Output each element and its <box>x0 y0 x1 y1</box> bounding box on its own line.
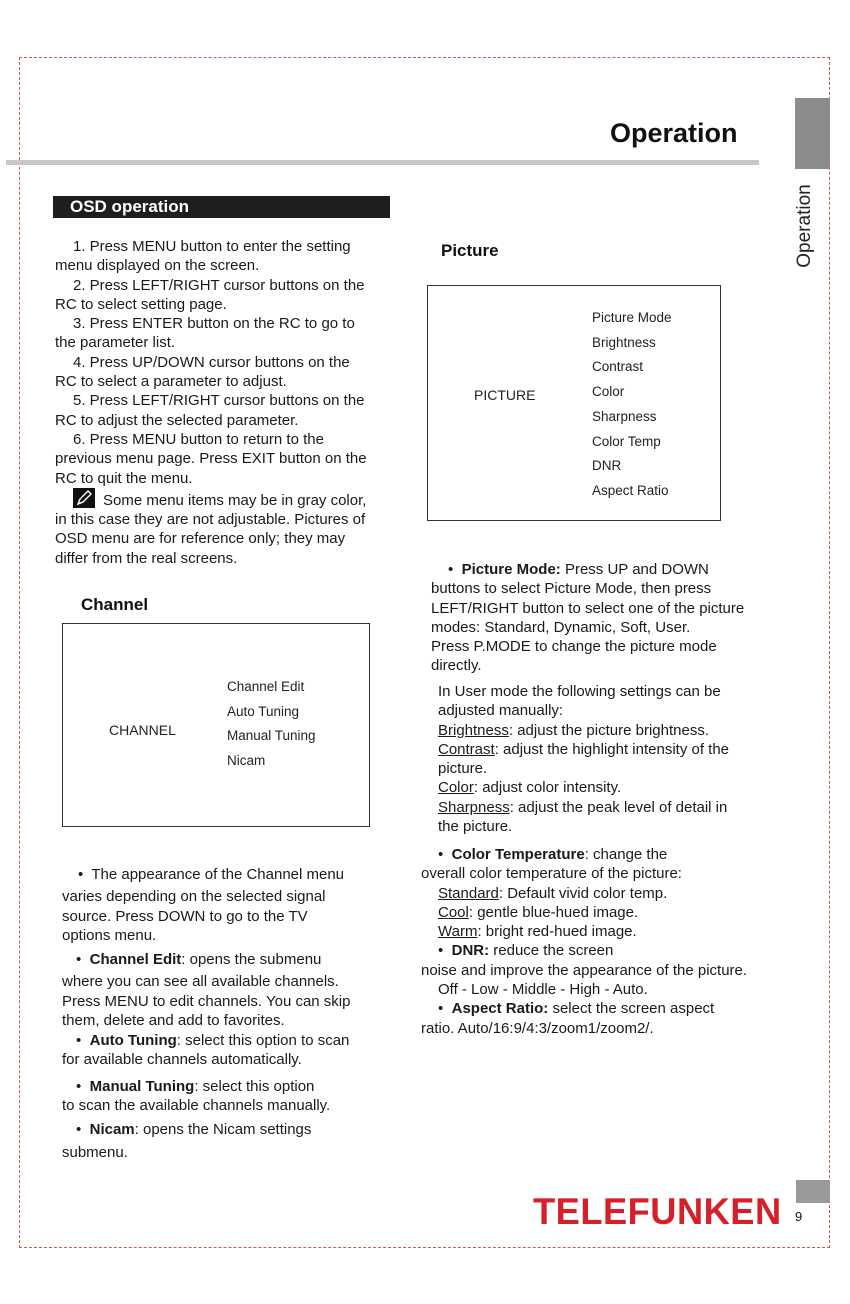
bullet: • <box>76 951 82 968</box>
step-6-line-2: previous menu page. Press EXIT button on the <box>55 450 367 468</box>
standard-label: Standard <box>438 884 499 902</box>
sharpness-text: : adjust the peak level of detail in <box>509 798 728 816</box>
note-line-4: differ from the real screens. <box>55 549 238 567</box>
bullet: • <box>76 1078 82 1095</box>
brand-logo: TELEFUNKEN <box>533 1191 782 1232</box>
picture-menu-item: Contrast <box>592 359 644 375</box>
step-5-line-1: 5. Press LEFT/RIGHT cursor buttons on the <box>73 392 365 410</box>
bullet: • <box>448 561 454 578</box>
color-temp-desc <box>421 845 791 1038</box>
brightness-label: Brightness <box>438 721 509 739</box>
note-text: Some menu items may be in gray color, <box>103 491 367 509</box>
bullet: • <box>78 866 84 883</box>
picture-menu-title: PICTURE <box>474 387 536 403</box>
dnr-line: noise and improve the appearance of the picture. <box>421 961 748 979</box>
page-number: 9 <box>795 1209 803 1224</box>
channel-menu-title: CHANNEL <box>109 722 176 738</box>
osd-section-title: OSD operation <box>53 196 390 218</box>
auto-tuning-first: : select this option to scan <box>176 1032 350 1049</box>
step-5-line-2: RC to adjust the selected parameter. <box>55 411 299 429</box>
contrast-rest: picture. <box>438 760 488 778</box>
aspect-ratio-first: select the screen aspect <box>548 1000 715 1018</box>
step-1-line-1: 1. Press MENU button to enter the setting <box>73 238 351 255</box>
channel-edit-label: Channel Edit <box>89 951 182 968</box>
bullet: • <box>76 1032 82 1049</box>
channel-desc-1-line: options menu. <box>62 926 157 944</box>
warm-text: : bright red-hued image. <box>477 923 637 941</box>
picture-menu-item: DNR <box>592 458 622 474</box>
osd-steps <box>55 237 395 568</box>
picture-menu-list <box>592 306 672 504</box>
color-text: : adjust color intensity. <box>473 779 622 797</box>
channel-desc-1-line: varies depending on the selected signal <box>62 888 326 906</box>
cool-text: : gentle blue-hued image. <box>468 903 639 921</box>
manual-tuning-desc <box>62 1077 392 1116</box>
nicam-desc <box>62 1120 392 1163</box>
note-line-2: in this case they are not adjustable. Pictures of <box>55 511 366 529</box>
note-pen-icon <box>73 488 95 508</box>
color-temp-line: overall color temperature of the picture: <box>421 865 682 883</box>
manual-tuning-line: to scan the available channels manually. <box>62 1097 331 1115</box>
channel-menu-item: Channel Edit <box>227 679 305 694</box>
contrast-label: Contrast <box>438 740 495 758</box>
user-mode-line: In User mode the following settings can be <box>438 683 721 700</box>
sharpness-label: Sharpness <box>438 798 510 816</box>
picture-mode-desc <box>431 560 791 676</box>
picture-menu-item: Aspect Ratio <box>592 482 669 498</box>
picture-mode-line: modes: Standard, Dynamic, Soft, User. <box>431 618 691 636</box>
step-6-line-3: RC to quit the menu. <box>55 469 193 487</box>
color-temp-first: : change the <box>584 846 668 863</box>
step-3-line-2: the parameter list. <box>55 334 176 352</box>
side-tab-block <box>795 98 830 169</box>
channel-menu-item: Auto Tuning <box>227 703 300 719</box>
auto-tuning-label: Auto Tuning <box>89 1032 177 1049</box>
picture-menu-item: Picture Mode <box>592 310 672 325</box>
side-tab-label: Operation <box>794 184 815 268</box>
step-6-line-1: 6. Press MENU button to return to the <box>73 430 324 448</box>
picture-mode-line: directly. <box>431 657 482 675</box>
picture-menu-box <box>427 285 721 521</box>
channel-menu-item: Nicam <box>227 753 266 769</box>
note-line-3: OSD menu are for reference only; they may <box>55 530 346 548</box>
channel-desc-1 <box>62 865 392 945</box>
picture-mode-line: LEFT/RIGHT button to select one of the picture <box>431 599 745 617</box>
side-tab <box>790 180 820 272</box>
step-2-line-2: RC to select setting page. <box>55 295 227 313</box>
page-number-block <box>796 1180 830 1203</box>
channel-heading: Channel <box>81 595 149 614</box>
channel-edit-first: : opens the submenu <box>181 951 322 968</box>
auto-tuning-line: for available channels automatically. <box>62 1051 302 1069</box>
bullet: • <box>438 942 444 960</box>
page-title: Operation <box>610 118 738 148</box>
cool-label: Cool <box>438 903 469 921</box>
standard-text: : Default vivid color temp. <box>498 884 668 902</box>
channel-desc-1-line: source. Press DOWN to go to the TV <box>62 907 308 925</box>
note-line-1 <box>55 488 395 510</box>
brightness-text: : adjust the picture brightness. <box>508 721 709 739</box>
channel-menu-box <box>62 623 370 827</box>
warm-label: Warm <box>438 923 478 941</box>
step-4-line-1: 4. Press UP/DOWN cursor buttons on the <box>73 353 350 371</box>
step-2-line-1: 2. Press LEFT/RIGHT cursor buttons on the <box>73 276 365 294</box>
bullet: • <box>438 846 444 863</box>
picture-menu-item: Sharpness <box>592 408 657 424</box>
nicam-label: Nicam <box>89 1121 135 1138</box>
channel-menu-list <box>227 675 316 774</box>
channel-edit-line: them, delete and add to favorites. <box>62 1011 285 1029</box>
manual-tuning-first: : select this option <box>194 1078 315 1095</box>
picture-mode-label: Picture Mode: <box>461 561 561 578</box>
nicam-line: submenu. <box>62 1144 128 1162</box>
channel-desc-1-first: The appearance of the Channel menu <box>91 866 345 883</box>
picture-mode-line: buttons to select Picture Mode, then press <box>431 580 712 598</box>
contrast-text: : adjust the highlight intensity of the <box>494 740 730 758</box>
aspect-ratio-label: Aspect Ratio: <box>451 1000 549 1018</box>
bullet: • <box>438 1000 444 1018</box>
dnr-label: DNR: <box>451 942 490 960</box>
channel-menu-item: Manual Tuning <box>227 728 316 744</box>
bullet: • <box>76 1121 82 1138</box>
header-rule <box>6 160 759 165</box>
color-label: Color <box>438 779 474 797</box>
step-3-line-1: 3. Press ENTER button on the RC to go to <box>73 315 355 333</box>
channel-edit-desc <box>62 950 392 1030</box>
sharpness-rest: the picture. <box>438 818 513 836</box>
channel-edit-line: Press MENU to edit channels. You can skip <box>62 992 351 1010</box>
step-1-line-2: menu displayed on the screen. <box>55 257 260 275</box>
nicam-first: : opens the Nicam settings <box>134 1121 312 1138</box>
dnr-first: reduce the screen <box>489 942 614 960</box>
step-4-line-2: RC to select a parameter to adjust. <box>55 373 287 391</box>
user-mode-line: adjusted manually: <box>438 702 564 720</box>
picture-menu-item: Brightness <box>592 334 656 350</box>
picture-menu-item: Color Temp <box>592 433 661 449</box>
manual-tuning-label: Manual Tuning <box>89 1078 195 1095</box>
picture-mode-line: Press P.MODE to change the picture mode <box>431 638 717 656</box>
color-temp-label: Color Temperature <box>451 846 585 863</box>
picture-mode-first: Press UP and DOWN <box>560 561 709 578</box>
user-mode-desc <box>438 682 798 836</box>
picture-heading: Picture <box>441 241 499 260</box>
aspect-ratio-line: ratio. Auto/16:9/4:3/zoom1/zoom2/. <box>421 1019 654 1037</box>
auto-tuning-desc <box>62 1031 392 1070</box>
picture-menu-item: Color <box>592 384 625 400</box>
channel-edit-line: where you can see all available channels. <box>62 973 339 991</box>
dnr-options: Off - Low - Middle - High - Auto. <box>438 981 648 999</box>
